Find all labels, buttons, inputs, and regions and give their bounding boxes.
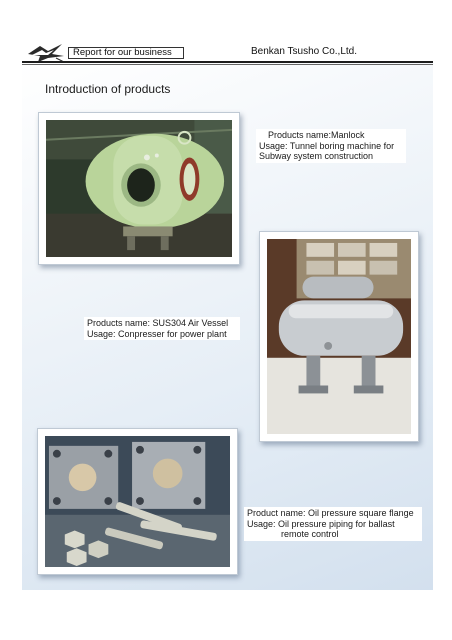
product-usage-cont: Subway system construction xyxy=(259,151,374,161)
product-usage: Usage: Tunnel boring machine for xyxy=(259,140,395,151)
product-caption-air-vessel xyxy=(84,317,240,340)
product-name: Product name: Oil pressure square flange xyxy=(247,508,414,518)
header-rule xyxy=(22,61,433,63)
product-caption-manlock xyxy=(256,129,406,163)
product-usage-cont: remote control xyxy=(281,529,339,539)
square-flange-photo xyxy=(37,428,238,575)
header-rule-thin xyxy=(22,64,433,65)
company-name: Benkan Tsusho Co.,Ltd. xyxy=(251,46,357,57)
section-title: Introduction of products xyxy=(45,82,171,96)
manlock-photo xyxy=(38,112,240,265)
product-usage: Usage: Oil pressure piping for ballast xyxy=(247,518,395,529)
air-vessel-photo xyxy=(259,231,419,442)
product-usage: Usage: Conpresser for power plant xyxy=(87,328,227,339)
report-label: Report for our business xyxy=(68,47,184,59)
product-caption-flange xyxy=(244,507,422,541)
product-name: Products name:Manlock xyxy=(268,130,365,140)
product-name: Products name: SUS304 Air Vessel xyxy=(87,318,229,328)
